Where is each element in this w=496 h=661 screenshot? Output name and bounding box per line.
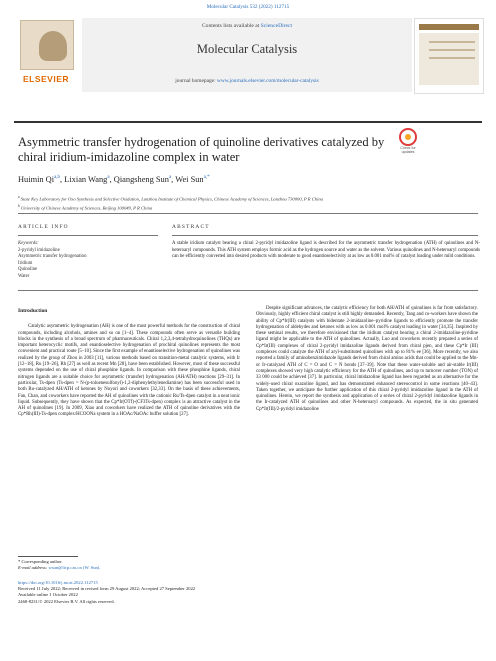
keywords-list [18,248,86,280]
title-line-2: chiral iridium-imidazoline complex in water [18,150,240,164]
article-history [18,580,195,605]
keyword-item: Asymmetric transfer hydrogenation [18,254,87,260]
abstract-heading: ABSTRACT [172,224,210,230]
keyword-item: 2-pyridyl imidazoline [18,248,60,253]
title-line-1: Asymmetric transfer hydrogenation of quinoline derivatives catalyzed by [18,135,385,149]
check-updates-label: Check for updates [400,146,416,154]
publisher-name: ELSEVIER [22,74,70,84]
doi-link[interactable]: https://doi.org/10.1016/j.mcat.2022.112715 [18,580,98,585]
journal-title: Molecular Catalysis [196,42,298,56]
author-list: Huimin Qi$^{a,b}$, Lixian Wang$^a$, Qiangsheng Sun$^a$, Wei Sun$^{a,*}$ [18,175,210,184]
body-paragraph: Catalytic asymmetric hydrogenation (AH) is one of the most powerful methods for the construction of chiral compounds, including alcohols, amines and so on [1–4]. These compounds often serve as versatile building blocks in the synthesis of a broad spectrum of pharmaceuticals. Chiral 1,2,3,4-tetrahydroquinolines (THQs) are important heterocyclic motifs, and enantioselective hydrogenation of prochiral quinolines represents the most convenient and practical route [5–10]. Since the first example of enantioselective hydrogenation of quinolines was realized by the group of Zhou in 2003 [11], various methods based on transition-metal catalytic systems, with Ir [12–18], Ru [19–26], Rh [27] as well as recent Mn [28], have been established. However, most of these successful systems depended on the use of chiral phosphine ligands. In comparison with these phosphine ligands, chiral nitrogen ligands are a suitable choice for asymmetric (transfer) hydrogenation (AH/ATH) reactions [29–31]. In particular, Ts-dpen (Ts-dpen = N-(p-toluenesulfonyl)-1,2-diphenylethylenediamine) has been successful used in both Ru-catalyzed AH/ATH of ketones by Noyori and coworkers [32,33]. On the basis of these achievements, Fan, Chan, and coworkers have reported the AH of quinolines with the cationic Ru/Ts-dpen catalyst in a neat ionic liquid. Subsequently, they have shown that the Cp*Ir(OTf)-(CF3Ts-dpen) complex is an attractive catalyst in the AH of quinolines [19]. In 2009, Xiao and coworkers have realized the ATH of quinoline derivatives with the Cp*Rh(III)-Ts-dpen complex/HCOONa system in a HOAc/NaOAc buffer solution [27]. [18,324,240,418]
body-right-column [256,306,478,419]
corresponding-author-note: * Corresponding author. [18,559,63,564]
sciencedirect-link[interactable]: ScienceDirect [260,23,293,29]
keyword-item: Iridium [18,260,33,266]
body-paragraph: Despite significant advances, the catalytic efficiency for both AH/ATH of quinolines is far from satisfactory. Obviously, highly efficient chiral catalyst is still highly demanded. Recently, Tang and co-workers have shown the ability of Cp*Ir(III) catalysts with bidentate 2-imidazoline–pyridine ligands to efficiently promote the transfer hydrogenation of aldehydes and ketones with as low as 0.001 mol% catalyst loading in water [34,35]. Inspired by these seminal results, we therefore envisioned that the iridium catalyst bearing a chiral 2-imidazoline-pyridine ligand might be applicable to the ATH of quinolines. Actually, Luo and coworkers recently prepared a series of Cp*Ir(III) complexes of chiral 2-pyridyl imidazoline ligands derived from chiral pjen, and these Cp*Ir (III) complexes could catalyze the ATH of aryl-substituted quinolines with up to 81% ee [36]. More recently, we also reported a family of aminobenzimidazole ligands derived from chiral amino acids that could be applied to the Mn- or Ir-catalyzed ATH of C = O and C = N bonds [37–39]. Note that these water-soluble and air-stable Ir(III) complexes showed very high catalytic efficiency for the ATH of quinolines, and up to turnover number (TON) of 33 000 could be achieved [37]. In particular, chiral imidazoline ligand has been regarded as an alternative for the widely-used chiral oxazoline ligand, and has demonstrated enhanced stereocontrol in some reactions [40–43]. Taken together, we anticipate the further application of this chiral 2-pyridyl imidazoline ligand in the ATH of quinolines. Herein, we report the synthesis and application of a series of chiral 2-pyridyl imidazoline ligands in the Ir-catalyzed ATH of quinolines and other N-heteroaryl compounds. As expected, the in situ generated Cp*Ir(III)/2-pyridyl imidazoline [256,306,478,412]
abstract-end-rule [18,290,478,291]
affiliation-item: $^a$ State Key Laboratory for Oxo Synthesis and Selective Oxidation, Lanzhou Institute of Chemical Physics, Chinese Academy of Sciences, Lanzhou 730000, P R China [18,195,323,202]
elsevier-tree-emblem [20,20,74,70]
affiliations [18,194,478,212]
homepage-link[interactable]: www.journals.elsevier.com/molecular-catalysis [216,78,319,84]
article-info-heading: ARTICLE INFO [18,224,69,230]
author-affil-marker: a,b [54,175,61,181]
masthead-rule [14,121,482,123]
article-title [18,135,398,165]
keywords-label: Keywords: [18,241,39,246]
abstract-rule [172,235,478,236]
running-header[interactable]: Molecular Catalysis 532 (2022) 112715 [206,4,290,10]
affiliation-divider [18,213,478,214]
email-line [18,565,101,571]
body-left-column [18,308,240,425]
email-link[interactable]: wsun@licp.cas.cn (W. Sun). [48,565,101,571]
article-info-rule [18,235,158,236]
received-dates: Received 11 July 2022; Received in revised form 29 August 2022; Accepted 27 September 2022 [18,586,196,592]
homepage-prefix: journal homepage: [175,78,217,84]
contents-line [82,23,412,29]
abstract-text: A stable iridium catalyst bearing a chiral 2-pyridyl imidazoline ligand is described for the asymmetric transfer hydrogenation (ATH) of quinolines and N-heteroaryl compounds. This ATH system employs formic acid as the hydrogen source and water as the solvent. Various quinolines and N-heteroaryl compounds can be efficiently converted into desired products with moderate to good enantioselectivity at as low as 0.001 mol% of catalyst loading under mild conditions. [172,241,480,259]
footnote-rule [18,556,78,557]
affiliation-item: $^b$ University of Chinese Academy of Sciences, Beijing 100049, P R China [18,204,153,211]
author-name[interactable]: Lixian Wang [64,175,108,184]
author-affil-marker: a,* [203,175,210,181]
author-affil-marker: a [168,175,172,181]
email-label: E-mail address: [18,565,49,571]
copyright: 2468-8231/© 2022 Elsevier B.V. All rights reserved. [18,598,115,604]
check-for-updates-badge[interactable] [397,128,419,154]
check-updates-icon [399,128,417,146]
journal-cover-thumbnail[interactable] [414,18,484,94]
keyword-item: Quinoline [18,267,38,273]
introduction-heading: Introduction [18,308,48,314]
contents-prefix: Contents lists available at [201,23,261,29]
available-online: Available online 1 October 2022 [18,592,78,598]
author-affil-marker: a [107,175,110,181]
author-name[interactable]: Qiangsheng Sun [113,175,169,184]
author-name[interactable]: Huimin Qi [18,175,55,184]
keyword-item: Water [18,273,30,279]
author-name[interactable]: Wei Sun [175,175,204,184]
masthead-band [82,18,412,92]
homepage-line [82,78,412,84]
elsevier-logo[interactable] [14,18,78,92]
footnote [18,559,101,571]
journal-masthead [14,18,482,110]
